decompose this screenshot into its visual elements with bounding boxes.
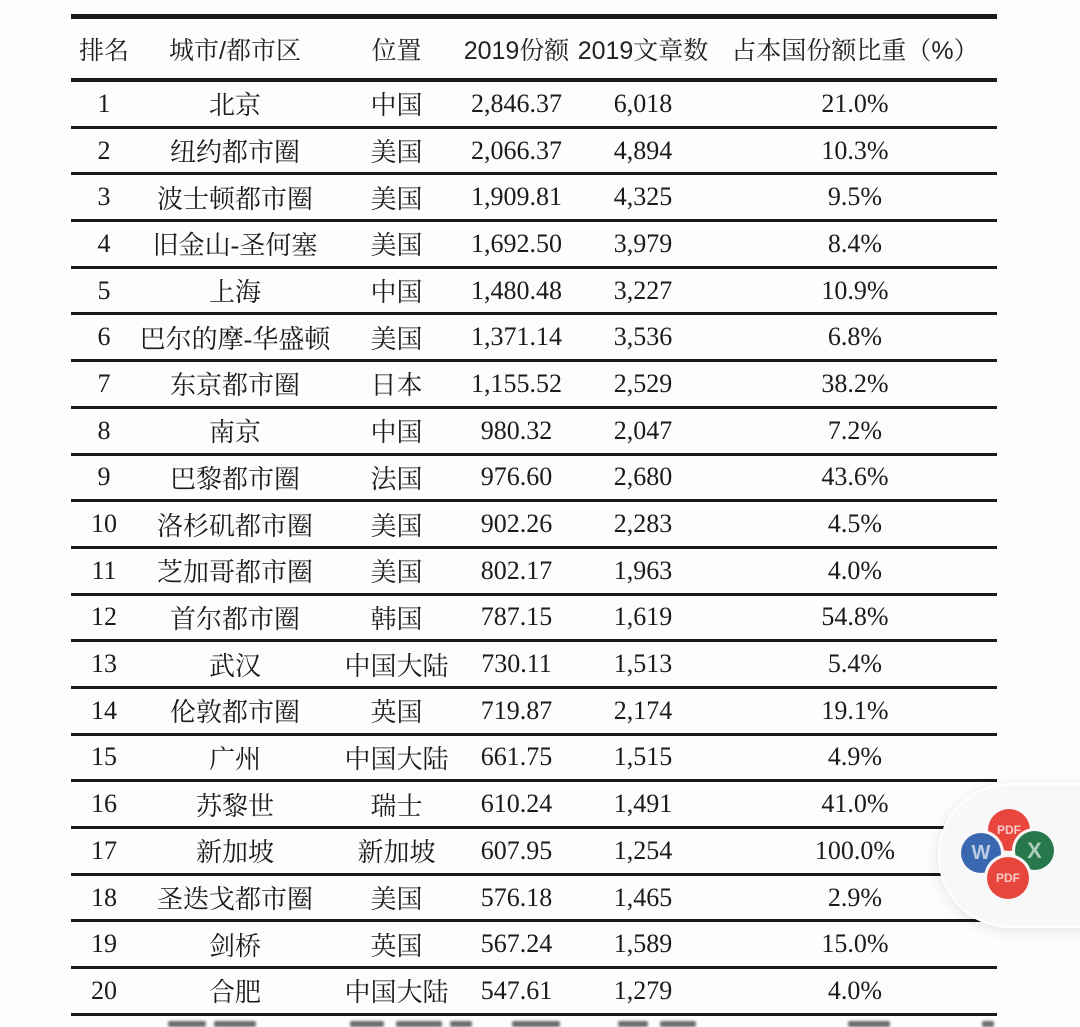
location-cell: 美国 [333,314,460,361]
column-header-location: 位置 [333,17,460,81]
rank-cell: 3 [71,174,137,221]
rank-cell: 16 [71,781,137,828]
national-pct-cell: 4.9% [713,734,997,781]
articles-2019-cell: 4,894 [573,127,713,174]
table-row [71,734,997,781]
rank-cell: 19 [71,921,137,968]
rank-cell: 20 [71,968,137,1015]
city-cell: 巴黎都市圈 [137,454,333,501]
table-row [71,127,997,174]
city-cell: 合肥 [137,968,333,1015]
articles-2019-cell: 1,619 [573,594,713,641]
national-pct-cell: 8.4% [713,221,997,268]
rank-cell: 6 [71,314,137,361]
city-cell: 北京 [137,80,333,127]
location-cell: 中国大陆 [333,968,460,1015]
rank-cell: 8 [71,407,137,454]
column-header-city: 城市/都市区 [137,17,333,81]
articles-2019-cell: 1,491 [573,781,713,828]
articles-2019-cell: 6,018 [573,80,713,127]
city-cell: 广州 [137,734,333,781]
table-row [71,828,997,875]
location-cell: 中国 [333,267,460,314]
rank-cell: 17 [71,828,137,875]
rank-cell: 4 [71,221,137,268]
rank-cell: 1 [71,80,137,127]
location-cell: 法国 [333,454,460,501]
table-row [71,501,997,548]
column-header-share-2019: 2019份额 [460,17,573,81]
location-cell: 美国 [333,501,460,548]
articles-2019-cell: 4,325 [573,174,713,221]
national-pct-cell: 43.6% [713,454,997,501]
location-cell: 日本 [333,361,460,408]
table-row [71,687,997,734]
share-2019-cell: 1,371.14 [460,314,573,361]
articles-2019-cell: 2,529 [573,361,713,408]
pdf-badge-icon[interactable]: PDF [988,809,1030,851]
articles-2019-cell: 1,254 [573,828,713,875]
articles-2019-cell: 1,465 [573,874,713,921]
city-cell: 苏黎世 [137,781,333,828]
national-pct-cell: 5.4% [713,641,997,688]
rank-cell: 18 [71,874,137,921]
table-row [71,174,997,221]
city-cell: 圣迭戈都市圈 [137,874,333,921]
rank-cell: 14 [71,687,137,734]
rank-cell: 12 [71,594,137,641]
national-pct-cell: 19.1% [713,687,997,734]
table-row [71,361,997,408]
table-row [71,314,997,361]
share-2019-cell: 1,692.50 [460,221,573,268]
table-row [71,267,997,314]
column-header-articles-2019: 2019文章数 [573,17,713,81]
table-body [71,80,997,1014]
location-cell: 中国 [333,80,460,127]
location-cell: 中国大陆 [333,734,460,781]
share-2019-cell: 980.32 [460,407,573,454]
table-row [71,547,997,594]
city-cell: 纽约都市圈 [137,127,333,174]
national-pct-cell: 15.0% [713,921,997,968]
city-cell: 上海 [137,267,333,314]
articles-2019-cell: 2,047 [573,407,713,454]
table-row [71,594,997,641]
share-2019-cell: 607.95 [460,828,573,875]
city-cell: 剑桥 [137,921,333,968]
city-cell: 南京 [137,407,333,454]
table-row [71,874,997,921]
location-cell: 韩国 [333,594,460,641]
articles-2019-cell: 2,680 [573,454,713,501]
city-cell: 东京都市圈 [137,361,333,408]
share-2019-cell: 730.11 [460,641,573,688]
national-pct-cell: 9.5% [713,174,997,221]
location-cell: 新加坡 [333,828,460,875]
pdf-badge-icon[interactable]: PDF [987,857,1029,899]
city-cell: 伦敦都市圈 [137,687,333,734]
table-row [71,641,997,688]
share-2019-cell: 902.26 [460,501,573,548]
rank-cell: 5 [71,267,137,314]
articles-2019-cell: 2,283 [573,501,713,548]
city-cell: 首尔都市圈 [137,594,333,641]
table-row [71,968,997,1015]
national-pct-cell: 41.0% [713,781,997,828]
location-cell: 美国 [333,221,460,268]
national-pct-cell: 4.0% [713,968,997,1015]
location-cell: 英国 [333,921,460,968]
national-pct-cell: 100.0% [713,828,997,875]
location-cell: 中国大陆 [333,641,460,688]
articles-2019-cell: 1,963 [573,547,713,594]
share-2019-cell: 719.87 [460,687,573,734]
share-2019-cell: 547.61 [460,968,573,1015]
table-row [71,221,997,268]
table-header [71,17,997,81]
table-row [71,454,997,501]
cropped-next-row-hint [0,1021,1080,1027]
articles-2019-cell: 2,174 [573,687,713,734]
share-2019-cell: 1,909.81 [460,174,573,221]
share-2019-cell: 576.18 [460,874,573,921]
rank-cell: 7 [71,361,137,408]
header-row [71,17,997,81]
pdf-converter-widget[interactable] [938,783,1080,928]
national-pct-cell: 10.9% [713,267,997,314]
share-2019-cell: 2,846.37 [460,80,573,127]
rank-cell: 15 [71,734,137,781]
articles-2019-cell: 1,513 [573,641,713,688]
share-2019-cell: 661.75 [460,734,573,781]
share-2019-cell: 567.24 [460,921,573,968]
rank-cell: 11 [71,547,137,594]
location-cell: 美国 [333,874,460,921]
share-2019-cell: 1,480.48 [460,267,573,314]
share-2019-cell: 802.17 [460,547,573,594]
location-cell: 美国 [333,547,460,594]
rank-cell: 13 [71,641,137,688]
national-pct-cell: 4.0% [713,547,997,594]
articles-2019-cell: 3,536 [573,314,713,361]
national-pct-cell: 38.2% [713,361,997,408]
city-cell: 洛杉矶都市圈 [137,501,333,548]
share-2019-cell: 2,066.37 [460,127,573,174]
location-cell: 瑞士 [333,781,460,828]
rank-cell: 2 [71,127,137,174]
column-header-national-pct: 占本国份额比重（%） [713,17,997,81]
city-cell: 巴尔的摩-华盛顿 [137,314,333,361]
word-badge-icon[interactable]: W [961,833,1001,873]
national-pct-cell: 10.3% [713,127,997,174]
rank-cell: 10 [71,501,137,548]
location-cell: 美国 [333,174,460,221]
city-cell: 旧金山-圣何塞 [137,221,333,268]
articles-2019-cell: 1,589 [573,921,713,968]
table-row [71,781,997,828]
location-cell: 美国 [333,127,460,174]
location-cell: 英国 [333,687,460,734]
share-2019-cell: 1,155.52 [460,361,573,408]
city-cell: 武汉 [137,641,333,688]
excel-badge-icon[interactable]: X [1015,831,1054,870]
rank-cell: 9 [71,454,137,501]
share-2019-cell: 610.24 [460,781,573,828]
share-2019-cell: 787.15 [460,594,573,641]
city-cell: 新加坡 [137,828,333,875]
national-pct-cell: 4.5% [713,501,997,548]
national-pct-cell: 6.8% [713,314,997,361]
national-pct-cell: 54.8% [713,594,997,641]
national-pct-cell: 7.2% [713,407,997,454]
articles-2019-cell: 3,227 [573,267,713,314]
city-cell: 芝加哥都市圈 [137,547,333,594]
national-pct-cell: 21.0% [713,80,997,127]
national-pct-cell: 2.9% [713,874,997,921]
rankings-table [71,14,997,1016]
articles-2019-cell: 3,979 [573,221,713,268]
location-cell: 中国 [333,407,460,454]
table-row [71,921,997,968]
articles-2019-cell: 1,515 [573,734,713,781]
share-2019-cell: 976.60 [460,454,573,501]
column-header-rank: 排名 [71,17,137,81]
city-cell: 波士顿都市圈 [137,174,333,221]
table-row [71,80,997,127]
articles-2019-cell: 1,279 [573,968,713,1015]
table-row [71,407,997,454]
